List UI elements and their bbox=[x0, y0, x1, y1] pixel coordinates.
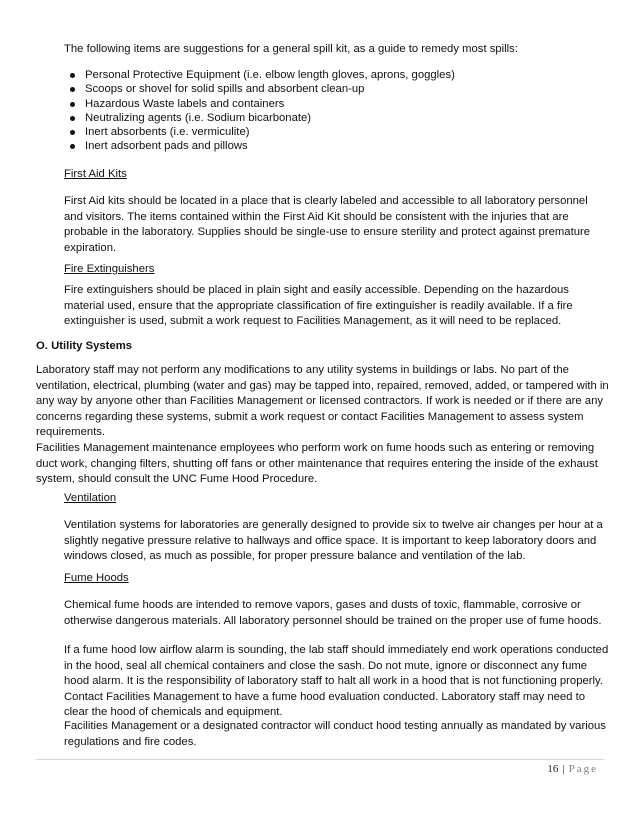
bullet-icon bbox=[70, 144, 75, 149]
bullet-icon bbox=[70, 116, 75, 121]
first-aid-heading: First Aid Kits bbox=[64, 168, 127, 180]
page-label: Page bbox=[568, 763, 598, 775]
fire-extinguishers-paragraph: Fire extinguishers should be placed in plain sight and easily accessible. Depending on the hazardous material used, ensure that the appropriate classification of fire extinguisher is readily available. If a fire extinguisher is used, submit a work request to Facilities Management, as it will need to be replaced. bbox=[64, 284, 573, 327]
fire-extinguishers-heading: Fire Extinguishers bbox=[64, 263, 155, 275]
list-item: Neutralizing agents (i.e. Sodium bicarbonate) bbox=[64, 111, 455, 125]
list-item: Inert adsorbent pads and pillows bbox=[64, 139, 455, 153]
fume-hoods-paragraph-2: If a fume hood low airflow alarm is sounding, the lab staff should immediately end work operations conducted in the hood, seal all chemical containers and close the sash. Do not mute, ignore or disconnect any fume hood alarm. It is the responsibility of laboratory staff to halt all work in a hood that is not functioning properly. Contact Facilities Management to have a fume hood evaluation conducted. Laboratory staff may need to clear the hood of chemicals and equipment. bbox=[64, 644, 609, 718]
list-item: Scoops or shovel for solid spills and absorbent clean-up bbox=[64, 82, 455, 96]
utility-systems-paragraph: Laboratory staff may not perform any modifications to any utility systems in buildings or labs. No part of the ventilation, electrical, plumbing (water and gas) may be tapped into, repaired, removed, added, or tampered with in any way by anyone other than Facilities Management or licensed contractors. If work is needed or if there are any concerns regarding these systems, submit a work request or contact Facilities Management to assess system requirements. bbox=[36, 364, 609, 438]
fume-hoods-paragraph-3: Facilities Management or a designated contractor will conduct hood testing annually as mandated by various regulations and fire codes. bbox=[64, 720, 606, 748]
bullet-icon bbox=[70, 130, 75, 135]
footer-divider bbox=[36, 759, 604, 760]
list-item: Inert absorbents (i.e. vermiculite) bbox=[64, 125, 455, 139]
bullet-icon bbox=[70, 87, 75, 92]
fume-hood-maintenance-paragraph: Facilities Management maintenance employees who perform work on fume hoods such as entering or removing duct work, changing filters, shutting off fans or other maintenance that requires entering the inside of the exhaust system, should consult the UNC Fume Hood Procedure. bbox=[36, 442, 598, 485]
spill-kit-list bbox=[64, 68, 455, 154]
page-footer bbox=[547, 763, 598, 775]
bullet-icon bbox=[70, 73, 75, 78]
bullet-icon bbox=[70, 102, 75, 107]
spill-kit-intro: The following items are suggestions for a general spill kit, as a guide to remedy most spills: bbox=[64, 43, 518, 55]
ventilation-paragraph: Ventilation systems for laboratories are generally designed to provide six to twelve air changes per hour at a slightly negative pressure relative to hallways and office space. It is important to keep laboratory doors and windows closed, as much as possible, for proper pressure balance and ventilation of the lab. bbox=[64, 519, 603, 562]
page-number: 16 bbox=[547, 763, 559, 775]
list-item: Hazardous Waste labels and containers bbox=[64, 97, 455, 111]
first-aid-paragraph: First Aid kits should be located in a place that is clearly labeled and accessible to all laboratory personnel and visitors. The items contained within the First Aid Kit should be consistent with the injuries that are probable in the laboratory. Supplies should be single-use to ensure sterility and protect against premature expiration. bbox=[64, 195, 591, 254]
fume-hoods-paragraph-1: Chemical fume hoods are intended to remove vapors, gases and dusts of toxic, flammable, corrosive or otherwise dangerous materials. All laboratory personnel should be trained on the proper use of fume hoods. bbox=[64, 599, 602, 627]
section-heading-utility-systems: O. Utility Systems bbox=[36, 340, 133, 352]
fume-hoods-heading: Fume Hoods bbox=[64, 572, 129, 584]
ventilation-heading: Ventilation bbox=[64, 492, 117, 504]
footer-separator: | bbox=[562, 763, 565, 775]
list-item: Personal Protective Equipment (i.e. elbow length gloves, aprons, goggles) bbox=[64, 68, 455, 82]
